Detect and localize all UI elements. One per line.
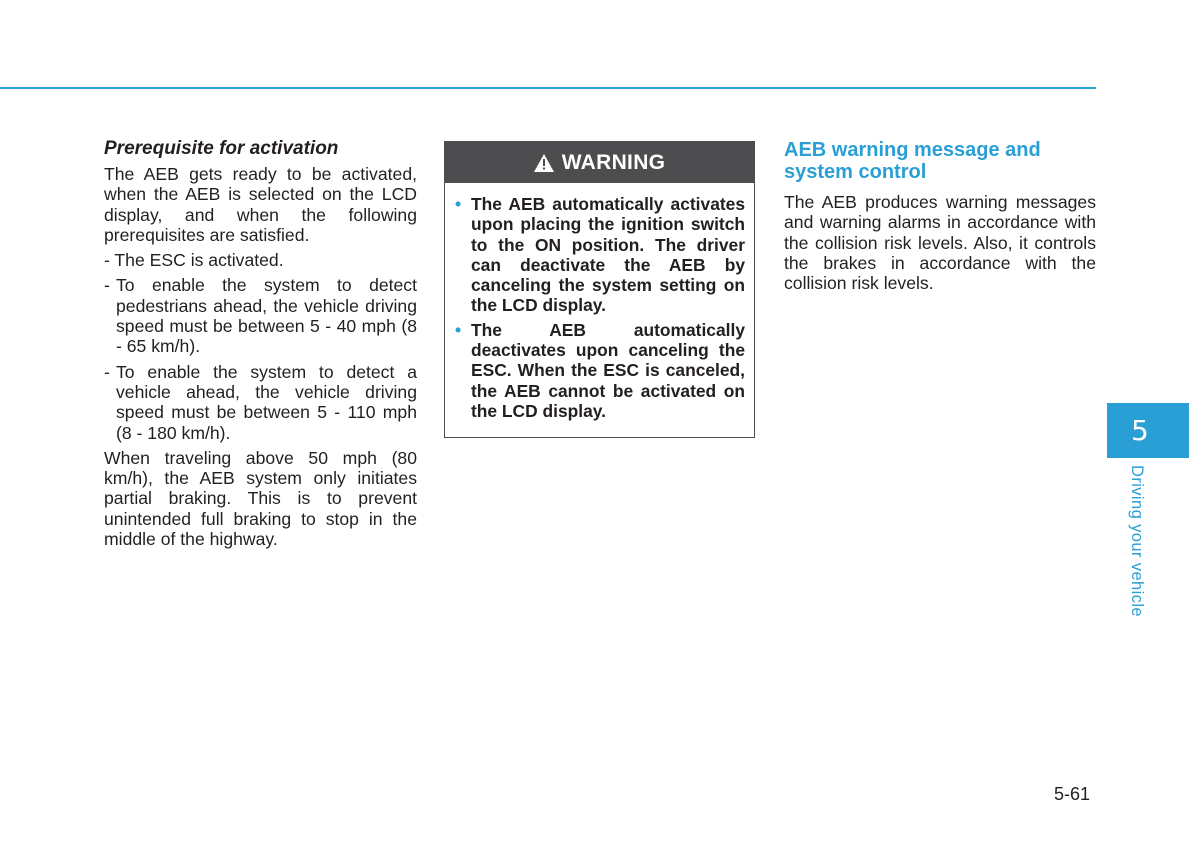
dash-marker: -: [104, 361, 110, 382]
column-warning-control: [784, 138, 1096, 298]
page-number: 5-61: [1054, 784, 1091, 804]
warning-box: [444, 141, 755, 438]
bullet-dot: •: [455, 194, 462, 214]
intro-paragraph: The AEB gets ready to be activated, when the AEB is selected on the LCD display, and when the following prerequisites are satisfied.: [104, 164, 417, 245]
warning-bullet: [455, 320, 745, 421]
list-item-text: To enable the system to detect a vehicle ahead, the vehicle driving speed must be between 5 - 110 mph (8 - 180 km/h).: [116, 361, 417, 443]
list-item: [104, 362, 417, 443]
section-subhead: Prerequisite for activation: [104, 138, 339, 159]
list-item-text: To enable the system to detect pedestrians ahead, the vehicle driving speed must be between 5 - 40 mph (8 - 65 km/h).: [116, 275, 417, 357]
bullet-dot: •: [455, 319, 462, 340]
chapter-number: 5: [1131, 414, 1149, 447]
chapter-tab: [1107, 403, 1189, 458]
warning-header: [445, 142, 754, 183]
body-paragraph: The AEB produces warning messages and warning alarms in accordance with the collision risk levels. Also, it controls the brakes in accordance with the collision risk levels.: [784, 192, 1096, 294]
list-item: [104, 250, 417, 270]
list-item: [104, 275, 417, 356]
chapter-label: Driving your vehicle: [1128, 465, 1146, 617]
column-prerequisites: [104, 138, 417, 554]
warning-bullet-text: The AEB automatically deactivates upon canceling the ESC. When the ESC is canceled, the AEB cannot be activated on the LCD display.: [471, 319, 745, 421]
closing-paragraph: When traveling above 50 mph (80 km/h), the AEB system only initiates partial braking. This is to prevent unintended full braking to stop in the middle of the highway.: [104, 447, 417, 550]
warning-triangle-icon: [534, 154, 554, 172]
warning-bullet-text: The AEB automatically activates upon placing the ignition switch to the ON position. The driver can deactivate the AEB by canceling the system setting on the LCD display.: [471, 194, 745, 316]
warning-bullet: [455, 194, 745, 316]
section-heading: AEB warning message and system control: [784, 139, 1041, 183]
dash-marker: -: [104, 275, 110, 296]
warning-title: WARNING: [561, 150, 666, 174]
header-rule: [0, 87, 1096, 89]
warning-body: [445, 183, 754, 421]
list-item-text: - The ESC is activated.: [104, 250, 284, 271]
